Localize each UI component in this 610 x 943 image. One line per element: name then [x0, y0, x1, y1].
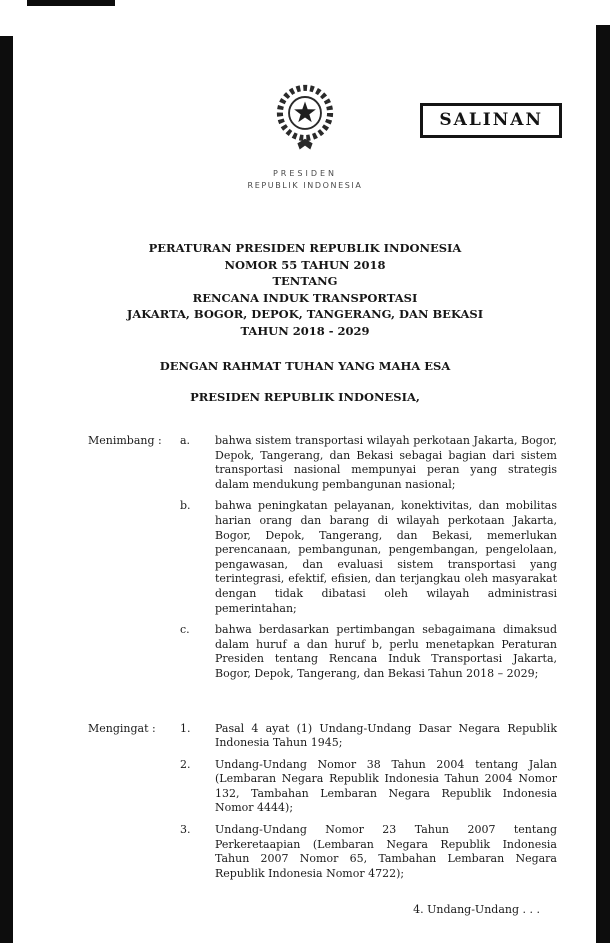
- item-text: bahwa berdasarkan pertimbangan sebagaimana dimaksud dalam huruf a dan huruf b, perlu menetapkan Peraturan Presiden tentang Rencana Induk Transportasi Jakarta, Bogor, Depok, Tangerang, dan Bekasi Tahun 2018 – 2029;: [215, 623, 557, 680]
- title-line-2: NOMOR 55 TAHUN 2018: [224, 257, 386, 272]
- label-spacer: [88, 758, 180, 816]
- menimbang-item-b: [88, 499, 557, 616]
- item-text: Undang-Undang Nomor 23 Tahun 2007 tentang Perkeretaapian (Lembaran Negara Republik Indonesia Tahun 2007 Nomor 65, Tambahan Lembaran Negara Republik Indonesia Nomor 4722);: [215, 823, 557, 880]
- scan-edge-right: [596, 25, 610, 943]
- page-catchword: 4. Undang-Undang . . .: [413, 903, 540, 917]
- mengingat-item-3: [88, 823, 557, 881]
- title-line-5: JAKARTA, BOGOR, DEPOK, TANGERANG, DAN BEKASI: [126, 307, 484, 321]
- title-line-4: RENCANA INDUK TRANSPORTASI: [192, 290, 418, 305]
- label-spacer: [88, 499, 180, 616]
- mengingat-item-2: [88, 758, 557, 816]
- mengingat-item-1: [88, 722, 557, 751]
- label-spacer: [88, 623, 180, 681]
- scan-edge-top: [27, 0, 115, 6]
- item-text: Pasal 4 ayat (1) Undang-Undang Dasar Negara Republik Indonesia Tahun 1945;: [215, 721, 557, 750]
- presidential-seal-icon: [267, 76, 343, 156]
- scan-edge-left: [0, 36, 13, 943]
- menimbang-item-a: [88, 434, 557, 492]
- item-marker: 2.: [180, 757, 191, 771]
- issuer-line: PRESIDEN REPUBLIK INDONESIA,: [190, 390, 420, 404]
- letterhead: [0, 0, 610, 190]
- item-marker: 1.: [180, 721, 191, 735]
- title-line-6: TAHUN 2018 - 2029: [240, 323, 370, 338]
- menimbang-label: Menimbang :: [88, 434, 162, 447]
- document-body: [88, 434, 557, 881]
- item-marker: a.: [180, 434, 191, 447]
- invocation-line: DENGAN RAHMAT TUHAN YANG MAHA ESA: [159, 359, 451, 373]
- salinan-label: SALINAN: [439, 110, 543, 130]
- item-text: Undang-Undang Nomor 38 Tahun 2004 tentang Jalan (Lembaran Negara Republik Indonesia Tahun 2004 Nomor 132, Tambahan Lembaran Negara Republik Indonesia Nomor 4444);: [215, 757, 557, 815]
- menimbang-item-c: [88, 623, 557, 681]
- item-marker: 3.: [180, 823, 191, 837]
- salinan-stamp: [420, 103, 562, 138]
- title-line-3: TENTANG: [272, 274, 338, 288]
- letterhead-republik-indonesia: REPUBLIK INDONESIA: [247, 181, 363, 190]
- mengingat-label: Mengingat :: [88, 721, 156, 735]
- letterhead-presiden: PRESIDEN: [272, 169, 338, 178]
- item-marker: c.: [180, 623, 190, 637]
- item-text: bahwa peningkatan pelayanan, konektivitas, dan mobilitas harian orang dan barang di wilayah perkotaan Jakarta, Bogor, Depok, Tangerang, dan Bekasi, memerlukan perencanaan, pembangunan, pengembangan, pengelolaan, pengawasan, dan evaluasi sistem transportasi yang terintegrasi, efektif, efisien, dan terjangkau oleh masyarakat dengan tidak dibatasi oleh wilayah administrasi pemerintahan;: [215, 499, 557, 615]
- title-line-1: PERATURAN PRESIDEN REPUBLIK INDONESIA: [148, 241, 462, 255]
- label-spacer: [88, 823, 180, 881]
- item-marker: b.: [180, 499, 191, 513]
- item-text: bahwa sistem transportasi wilayah perkotaan Jakarta, Bogor, Depok, Tangerang, dan Bekasi sebagai bagian dari sistem transportasi nasional mempunyai peran yang strategis dalam mendukung pembangunan nasional;: [215, 434, 557, 491]
- document-title: [0, 240, 610, 339]
